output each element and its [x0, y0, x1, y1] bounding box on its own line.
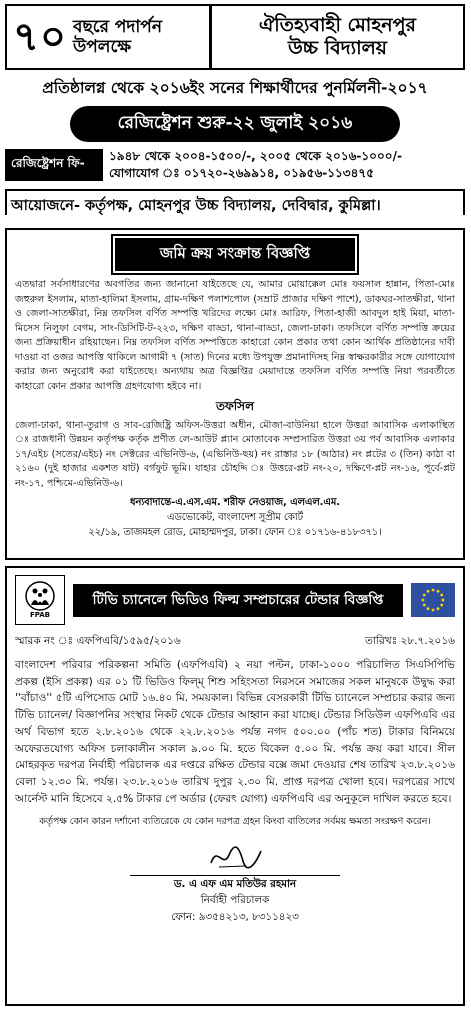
- registration-banner: রেজিষ্ট্রেশন শুরু-২২ জুলাই ২০১৬: [70, 106, 400, 142]
- land-notice-signature: [15, 495, 455, 541]
- reunion-ad: [5, 4, 465, 215]
- land-notice-title: জমি ক্রয় সংক্রান্ত বিজ্ঞপ্তি: [113, 236, 357, 273]
- eu-flag-icon: [411, 583, 455, 617]
- fee-label: রেজিষ্ট্রেশন ফি-: [5, 149, 103, 181]
- school-name-line2: উচ্চ বিদ্যালয়: [287, 37, 388, 59]
- reunion-header: [5, 4, 465, 70]
- advocate-title: এডভোকেট, বাংলাদেশ সুপ্রীম কোর্ট: [167, 511, 303, 523]
- school-name-line1: ঐতিহ্যবাহী মোহনপুর: [258, 14, 416, 37]
- anniversary-text-1: বছরে পদার্পন: [73, 16, 162, 37]
- anniversary-text-2: উপলক্ষে: [73, 37, 132, 57]
- fpab-logo: [15, 575, 65, 625]
- memo-number: স্মারক নং ঃ এফপিএবি/১৫৯৫/২০১৬: [15, 635, 181, 647]
- contact-line: যোগাযোগ ঃ ০১৭২০-২৬৯৯১৪, ০১৯৫৬-১১৩৪৭৫: [109, 166, 374, 181]
- memo-row: [15, 634, 455, 651]
- tender-signature: [130, 875, 340, 925]
- signature-scribble: [15, 833, 455, 873]
- land-notice-body: এতদ্বারা সর্বসাধারণের অবগতির জন্য জানানো যাইতেছে যে, আমার মোয়াক্কেল মোঃ ফয়সাল হান্নান, পিতা-মোঃ জহুরুল ইসলাম, মাতা-হালিমা ইসলাম, গ্রাম-দক্ষিণ পলাশপোল (সম্রাট প্রাজার দক্ষিণ পাশে), ডাকঘর-সাতক্ষীরা, থানা ও জেলা-সাতক্ষীরা, নিম্ন তফসিল বর্ণিত সম্পত্তি খরিদের লক্ষ্যে মোঃ আরিফ, পিতা-হাজী আবদুল হাই মিয়া, মাতা-মিসেস নিলুফা বেগম, সাং-ডিসিটি-ট-২২৩, দক্ষিণ বাড্ডা, থানা-বাড্ডা, জেলা-ঢাকা। তফসিলে বর্ণিত সম্পত্তি ক্রয়ের জন্য প্রক্রিয়াধীন রহিয়াছেন। নিম্ন তফসিল বর্ণিত সম্পত্তিতে কাহারো কোন প্রকার তথা কোন আর্থিক প্রতিষ্ঠানের দাবী দাওয়া বা ওজর আপত্তি থাকিলে আগামী ৭ (সাত) দিনের মধ্যে উপযুক্ত প্রমানাদিসহ নিম্ন স্বাক্ষরকারীর সঙ্গে যোগাযোগ করার জন্য অনুরোধ করা যাইতেছে। অন্যথায় অত্র বিজ্ঞপ্তির মেয়াদান্তে তফসিল বর্ণিত সম্পত্তি নিয়া পরবর্তীতে কাহারো কোন প্রকার আপত্তি গ্রহণযোগ্য হইবে না।: [15, 279, 455, 393]
- fee-block: [5, 148, 465, 183]
- director-name: ড. এ এফ এম মতিউর রহমান: [173, 877, 297, 890]
- advocate-address: ২২/১৯, তাজমহল রোড, মোহাম্মদপুর, ঢাকা। ফোন ঃ ০১৭১৬-৪১৮৩৭১।: [88, 526, 382, 538]
- land-notice-ad: [5, 228, 465, 560]
- anniversary-number: ৭০: [13, 14, 68, 60]
- schedule-body: জেলা-ঢাকা, থানা-তুরাগ ও সাব-রেজিষ্ট্রি অফিস-উত্তরা অধীন, মৌজা-বাউনিয়া হালে উত্তরা আবাসিক এলাকাস্থিত ঃ রাজধানী উন্নয়ন কর্তৃপক্ষ কর্তৃক প্রণীত লে-আউট প্ল্যান মোতাবেক সম্প্রসারিত উত্তরা ৩য় পর্ব আবাসিক এলাকার ১৭/এইচ (সতের/এইচ) নং সেক্টরের এভিনিউ-৬, (এভিনিউ-ছয়) নং রাস্তার ১৮ (আঠার) নং প্লটের ৩ (তিন) কাঠা বা ২১৬০ (দুই হাজার একশত ষাট) বর্গফুট ভূমি। যাহার চৌহদ্দি ঃ উত্তরে-প্লট নং-২০, দক্ষিণে-প্লট নং-১৬, পূর্বে-প্লট নং-১৭, পশ্চিমে-এভিনিউ-৬।: [15, 419, 455, 489]
- anniversary-block: [7, 6, 212, 68]
- tender-note: কর্তৃপক্ষ কোন কারন দর্শানো ব্যতিরেকে যে কোন দরপত্র গ্রহন কিংবা বাতিলের সর্বময় ক্ষমতা সংরক্ষণ করেন।: [39, 815, 431, 827]
- tender-header: [15, 574, 455, 626]
- advocate-name: ধন্যবাদান্তে-এ.এস.এম. শরীফ নেওয়াজ, এলএল.এম.: [129, 496, 340, 508]
- school-name: [212, 6, 463, 68]
- director-title: নির্বাহী পরিচালক: [200, 894, 270, 907]
- tender-body: বাংলাদেশ পরিবার পরিকল্পনা সমিতি (এফপিএবি) ২ নয়া পল্টন, ঢাকা-১০০০ পরিচালিত সিএসিপিভি প্রকল্প (ইসি প্রকল্প) এর ০১ টি ভিডিও ফিল্ম্ শিশু সহিংসতা নিরসনে সমাজের সকল মানুষকে উদ্বুদ্ধ করা ''বাঁচাও'' ৫টি এপিসোড মোট ১৬.৪০ মি. সময়কাল। বিভিন্ন বেসরকারী টিভি চ্যানেলে সম্প্রচার করার জন্য টিভি চ্যানেল/ বিজ্ঞাপনির সংস্থার নিকট থেকে টেন্ডার আহ্বান করা যাচ্ছে। টেন্ডার সিডিউল এফপিএবি এর অর্থ বিভাগ হতে ২.৮.২০১৬ থেকে ২২.৮.২০১৬ পর্যন্ত নগদ ৫০০.০০ (পাঁচ শত) টাকার বিনিময়ে অফেরতযোগ্য অফিস চলাকালীন সকাল ৯.০০ মি. হতে বিকেল ৫.০০ মি. পর্যন্ত ক্রয় করা যাবে। সীল মোহরকৃত দরপত্র নির্বাহী পরিচালক এর দপ্তরে রক্ষিত টেন্ডার বক্সে জমা দেওয়ার শেষ তারিখ ২৩.৮.২০১৬ বেলা ১২.৩০ মি. পর্যন্ত। ২৩.৮.২০১৬ তারিখ দুপুর ২.৩০ মি. প্রাপ্ত দরপত্র খোলা হবে। দরপত্রের সাথে আর্নেস্ট মানি হিসেবে ২.৫% টাকার পে অর্ডার (ফেরৎ যোগ্য) এফপিএবি এর অনুকূলে দাখিল করতে হবে।: [15, 659, 455, 805]
- tender-notice-ad: [5, 566, 465, 1006]
- logo-text: FPAB: [29, 611, 51, 619]
- reunion-headline: প্রতিষ্ঠালগ্ন থেকে ২০১৬ইং সনের শিক্ষার্থীদের পুনর্মিলনী-২০১৭: [42, 79, 428, 97]
- family-icon: [25, 581, 55, 611]
- director-phone: ফোন: ৯৩৫৪২১৩, ৮৩১১৪২৩: [171, 910, 299, 923]
- fee-line: ১৯৪৮ থেকে ২০০৪-১৫০০/-, ২০০৫ থেকে ২০১৬-১০০০/-: [109, 149, 402, 163]
- schedule-heading: তফসিল: [215, 398, 255, 413]
- tender-title: টিভি চ্যানেলে ভিডিও ফিল্ম সম্প্রচারের টেন্ডার বিজ্ঞপ্তি: [73, 584, 403, 617]
- organizer-line: আয়োজনে- কর্তৃপক্ষ, মোহনপুর উচ্চ বিদ্যালয়, দেবিদ্বার, কুমিল্লা।: [5, 189, 465, 215]
- memo-date: তারিখঃ ২৮.৭.২০১৬: [365, 635, 455, 647]
